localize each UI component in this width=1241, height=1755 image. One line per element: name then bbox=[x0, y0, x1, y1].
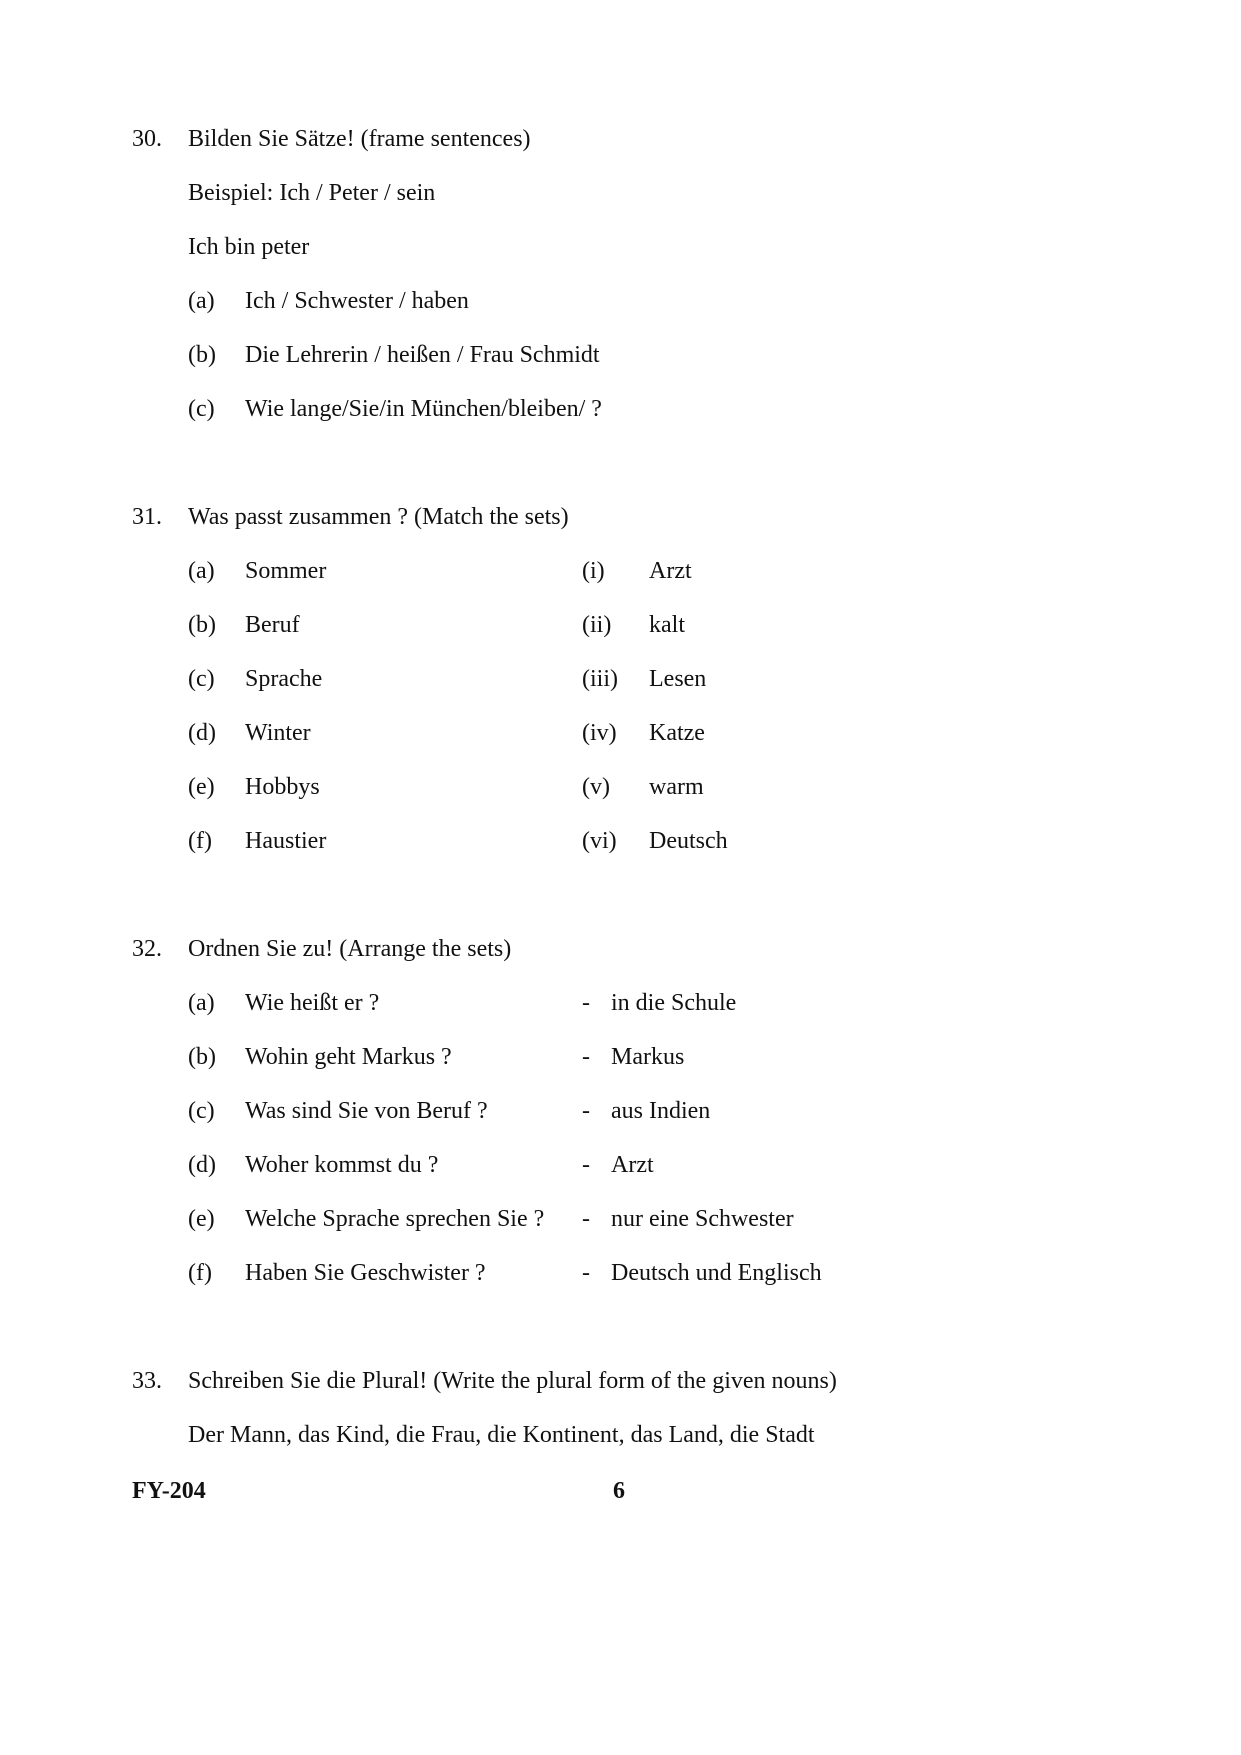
q30-number: 30. bbox=[132, 126, 162, 152]
q32-row-f-label: (f) bbox=[188, 1260, 212, 1286]
q32-number: 32. bbox=[132, 936, 162, 962]
q31-row-d-right-label: (iv) bbox=[582, 720, 617, 746]
page-number: 6 bbox=[613, 1478, 625, 1504]
q30-item-a-label: (a) bbox=[188, 288, 215, 314]
q32-row-d-label: (d) bbox=[188, 1152, 216, 1178]
q31-row-e-right: warm bbox=[649, 774, 704, 800]
q31-row-a-right: Arzt bbox=[649, 558, 692, 584]
q30-item-c-label: (c) bbox=[188, 396, 215, 422]
q31-row-f-right-label: (vi) bbox=[582, 828, 617, 854]
q32-row-e-question: Welche Sprache sprechen Sie ? bbox=[245, 1206, 545, 1232]
footer-code: FY-204 bbox=[132, 1478, 206, 1504]
q31-row-e-left-label: (e) bbox=[188, 774, 215, 800]
q31-row-a-left-label: (a) bbox=[188, 558, 215, 584]
q30-prompt: Bilden Sie Sätze! (frame sentences) bbox=[188, 126, 531, 152]
q31-row-f-left: Haustier bbox=[245, 828, 327, 854]
q33-prompt: Schreiben Sie die Plural! (Write the plural form of the given nouns) bbox=[188, 1368, 837, 1394]
q31-row-e-right-label: (v) bbox=[582, 774, 610, 800]
q32-row-c-dash: - bbox=[582, 1098, 590, 1124]
q32-row-f-dash: - bbox=[582, 1260, 590, 1286]
q31-row-f-right: Deutsch bbox=[649, 828, 728, 854]
q31-row-a-right-label: (i) bbox=[582, 558, 605, 584]
q32-row-c-label: (c) bbox=[188, 1098, 215, 1124]
q32-row-f-answer: Deutsch und Englisch bbox=[611, 1260, 822, 1286]
q32-row-b-question: Wohin geht Markus ? bbox=[245, 1044, 452, 1070]
q31-row-d-right: Katze bbox=[649, 720, 705, 746]
q32-row-b-answer: Markus bbox=[611, 1044, 685, 1070]
q31-row-c-right-label: (iii) bbox=[582, 666, 618, 692]
q31-row-e-left: Hobbys bbox=[245, 774, 320, 800]
q31-row-c-right: Lesen bbox=[649, 666, 707, 692]
q30-example-label: Beispiel: Ich / Peter / sein bbox=[188, 180, 436, 206]
q32-row-e-answer: nur eine Schwester bbox=[611, 1206, 794, 1232]
q32-row-c-answer: aus Indien bbox=[611, 1098, 711, 1124]
q30-item-c-text: Wie lange/Sie/in München/bleiben/ ? bbox=[245, 396, 602, 422]
q32-row-b-label: (b) bbox=[188, 1044, 216, 1070]
q32-row-d-question: Woher kommst du ? bbox=[245, 1152, 439, 1178]
q31-row-b-left-label: (b) bbox=[188, 612, 216, 638]
q31-number: 31. bbox=[132, 504, 162, 530]
q31-row-b-right: kalt bbox=[649, 612, 685, 638]
q32-row-e-label: (e) bbox=[188, 1206, 215, 1232]
q31-row-c-left: Sprache bbox=[245, 666, 323, 692]
q31-row-d-left-label: (d) bbox=[188, 720, 216, 746]
q30-item-b-text: Die Lehrerin / heißen / Frau Schmidt bbox=[245, 342, 600, 368]
q33-nouns: Der Mann, das Kind, die Frau, die Kontinent, das Land, die Stadt bbox=[188, 1422, 815, 1448]
q31-row-b-left: Beruf bbox=[245, 612, 300, 638]
q32-row-d-answer: Arzt bbox=[611, 1152, 654, 1178]
q32-row-e-dash: - bbox=[582, 1206, 590, 1232]
q32-prompt: Ordnen Sie zu! (Arrange the sets) bbox=[188, 936, 512, 962]
q32-row-b-dash: - bbox=[582, 1044, 590, 1070]
q32-row-a-dash: - bbox=[582, 990, 590, 1016]
q32-row-f-question: Haben Sie Geschwister ? bbox=[245, 1260, 486, 1286]
q32-row-d-dash: - bbox=[582, 1152, 590, 1178]
q30-item-a-text: Ich / Schwester / haben bbox=[245, 288, 469, 314]
q32-row-c-question: Was sind Sie von Beruf ? bbox=[245, 1098, 488, 1124]
q32-row-a-label: (a) bbox=[188, 990, 215, 1016]
q31-row-a-left: Sommer bbox=[245, 558, 327, 584]
q31-prompt: Was passt zusammen ? (Match the sets) bbox=[188, 504, 569, 530]
q32-row-a-question: Wie heißt er ? bbox=[245, 990, 380, 1016]
q32-row-a-answer: in die Schule bbox=[611, 990, 737, 1016]
q31-row-b-right-label: (ii) bbox=[582, 612, 612, 638]
q31-row-c-left-label: (c) bbox=[188, 666, 215, 692]
q30-example-answer: Ich bin peter bbox=[188, 234, 310, 260]
q30-item-b-label: (b) bbox=[188, 342, 216, 368]
q31-row-f-left-label: (f) bbox=[188, 828, 212, 854]
q33-number: 33. bbox=[132, 1368, 162, 1394]
q31-row-d-left: Winter bbox=[245, 720, 311, 746]
